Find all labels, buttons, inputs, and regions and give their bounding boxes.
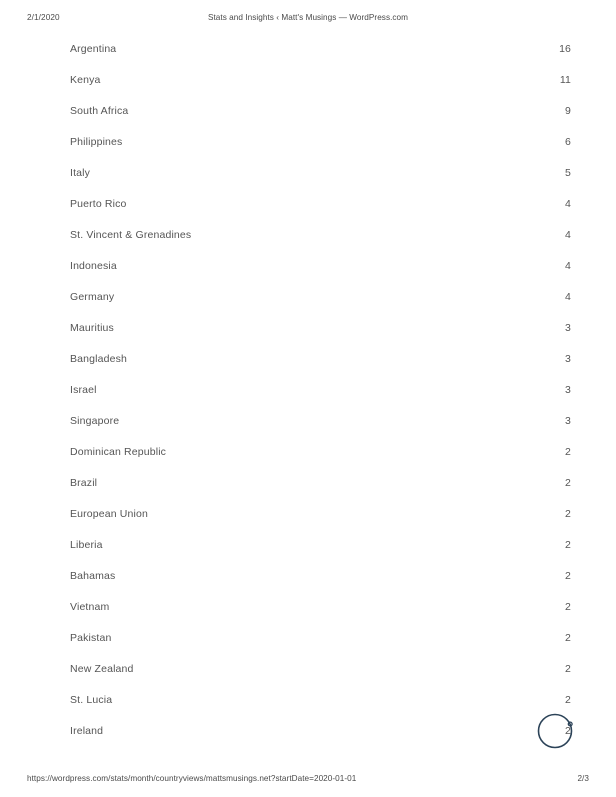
country-row — [0, 436, 616, 467]
country-row — [0, 467, 616, 498]
country-view-count: 11 — [559, 73, 571, 86]
print-page-indicator: 2/3 — [577, 774, 589, 783]
country-row — [0, 188, 616, 219]
country-view-count: 4 — [565, 290, 571, 303]
country-row — [0, 653, 616, 684]
country-row — [0, 715, 616, 746]
country-name: Germany — [70, 290, 115, 303]
country-view-count: 16 — [559, 42, 571, 55]
country-row — [0, 560, 616, 591]
print-source-url: https://wordpress.com/stats/month/countryviews/mattsmusings.net?startDate=2020-01-01 — [27, 774, 357, 783]
country-view-count: 4 — [565, 228, 571, 241]
country-row — [0, 405, 616, 436]
country-name: European Union — [70, 507, 148, 520]
country-name: Kenya — [70, 73, 101, 86]
country-name: New Zealand — [70, 662, 134, 675]
country-row — [0, 591, 616, 622]
country-row — [0, 622, 616, 653]
country-name: Singapore — [70, 414, 120, 427]
country-view-count: 4 — [565, 197, 571, 210]
country-name: Dominican Republic — [70, 445, 167, 458]
country-row — [0, 33, 616, 64]
country-name: Israel — [70, 383, 97, 396]
country-row — [0, 281, 616, 312]
country-view-count: 2 — [565, 662, 571, 675]
country-view-count: 5 — [565, 166, 571, 179]
country-view-count: 9 — [565, 104, 571, 117]
country-view-count: 2 — [565, 631, 571, 644]
country-name: Bangladesh — [70, 352, 127, 365]
country-row — [0, 157, 616, 188]
country-name: Brazil — [70, 476, 98, 489]
country-view-count: 3 — [565, 352, 571, 365]
print-header — [0, 0, 616, 32]
country-name: Bahamas — [70, 569, 116, 582]
country-name: Philippines — [70, 135, 123, 148]
country-view-count: 2 — [565, 476, 571, 489]
country-view-count: 2 — [565, 538, 571, 551]
country-view-count: 3 — [565, 321, 571, 334]
country-view-count: 4 — [565, 259, 571, 272]
country-view-count: 2 — [565, 724, 571, 737]
country-views-list — [0, 33, 616, 746]
country-row — [0, 250, 616, 281]
country-view-count: 2 — [565, 693, 571, 706]
country-name: Italy — [70, 166, 91, 179]
country-view-count: 2 — [565, 445, 571, 458]
country-row — [0, 219, 616, 250]
country-name: South Africa — [70, 104, 129, 117]
country-view-count: 3 — [565, 414, 571, 427]
country-name: Mauritius — [70, 321, 114, 334]
print-date: 2/1/2020 — [27, 13, 60, 22]
country-row — [0, 126, 616, 157]
country-name: Indonesia — [70, 259, 117, 272]
country-name: St. Vincent & Grenadines — [70, 228, 192, 241]
country-name: Vietnam — [70, 600, 110, 613]
country-name: Pakistan — [70, 631, 112, 644]
country-row — [0, 529, 616, 560]
country-view-count: 2 — [565, 600, 571, 613]
country-row — [0, 343, 616, 374]
country-name: Puerto Rico — [70, 197, 127, 210]
country-name: Argentina — [70, 42, 117, 55]
country-view-count: 2 — [565, 507, 571, 520]
country-view-count: 3 — [565, 383, 571, 396]
print-page-title: Stats and Insights ‹ Matt's Musings — WordPress.com — [207, 13, 409, 22]
country-name: Ireland — [70, 724, 104, 737]
country-row — [0, 64, 616, 95]
country-row — [0, 498, 616, 529]
country-view-count: 6 — [565, 135, 571, 148]
country-row — [0, 95, 616, 126]
country-view-count: 2 — [565, 569, 571, 582]
country-name: St. Lucia — [70, 693, 113, 706]
print-footer — [0, 767, 616, 797]
country-row — [0, 684, 616, 715]
country-name: Liberia — [70, 538, 103, 551]
country-row — [0, 312, 616, 343]
country-row — [0, 374, 616, 405]
